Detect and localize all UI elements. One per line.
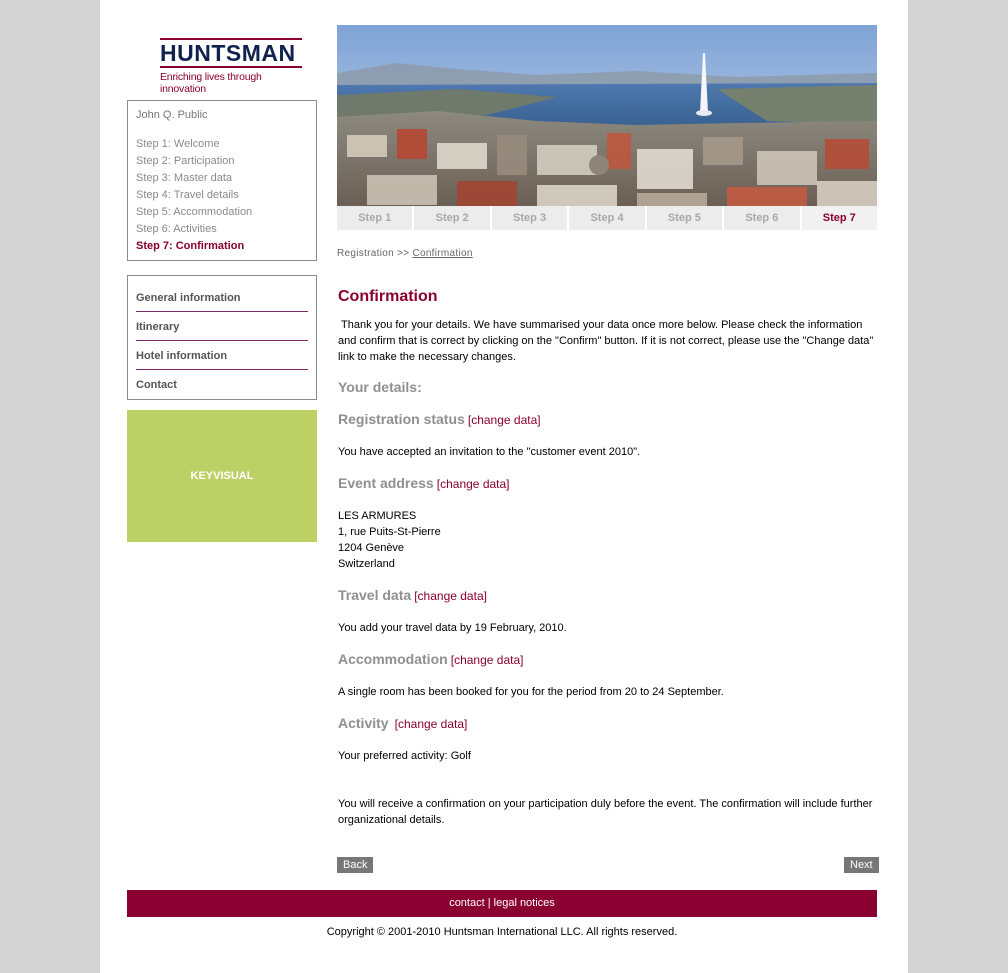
event-address-section [338,475,510,491]
nav-divider [136,369,308,370]
logo-tagline: Enriching lives through innovation [160,71,262,95]
your-details-heading: Your details: [338,379,422,395]
nav-divider [136,311,308,312]
intro-line-3: link to make the necessary changes. [338,351,516,363]
nav-itinerary[interactable]: Itinerary [136,321,180,333]
tab-step-4[interactable]: Step 4 [567,206,644,230]
breadcrumb-root: Registration [337,248,394,259]
next-button[interactable]: Next [844,857,879,873]
travel-data-section [338,587,487,603]
step-link-participation[interactable]: Step 2: Participation [136,155,235,167]
registration-status-section [338,411,541,427]
page [100,0,908,973]
accommodation-text: A single room has been booked for you for the period from 20 to 24 September. [338,686,724,698]
event-address-heading: Event address [338,475,434,491]
intro-line-2: and confirm that is correct by clicking on the "Confirm" button. If it is not correct, please use the "Change data" [338,335,874,347]
step-link-travel-details[interactable]: Step 4: Travel details [136,189,239,201]
travel-data-heading: Travel data [338,587,412,603]
activity-heading: Activity [338,715,389,731]
change-travel-data-link[interactable]: [change data] [414,589,487,603]
logo-wordmark: HUNTSMAN [160,40,296,66]
address-line-4: Switzerland [338,558,395,570]
address-line-2: 1, rue Puits-St-Pierre [338,526,441,538]
step-link-accommodation[interactable]: Step 5: Accommodation [136,206,253,218]
breadcrumb-separator: >> [397,248,410,259]
nav-contact[interactable]: Contact [136,379,177,391]
accommodation-section [338,651,523,667]
info-nav-panel [127,275,317,400]
registration-status-heading: Registration status [338,411,465,427]
nav-general-information[interactable]: General information [136,292,241,304]
change-registration-link[interactable]: [change data] [467,413,541,427]
step-tabs [337,206,877,230]
footer-separator: | [487,897,491,909]
nav-hotel-information[interactable]: Hotel information [136,350,228,362]
activity-text: Your preferred activity: Golf [338,750,471,762]
accommodation-heading: Accommodation [338,651,448,667]
change-activity-link[interactable]: [change data] [394,717,468,731]
registration-status-text: You have accepted an invitation to the "customer event 2010". [338,446,641,458]
step-link-welcome[interactable]: Step 1: Welcome [136,138,220,150]
tab-step-6[interactable]: Step 6 [722,206,799,230]
huntsman-logo[interactable] [160,38,305,95]
keyvisual-placeholder: KEYVISUAL [127,410,317,542]
change-event-address-link[interactable]: [change data] [436,477,510,491]
tab-step-5[interactable]: Step 5 [645,206,722,230]
address-line-1: LES ARMURES [338,510,417,522]
step-link-activities[interactable]: Step 6: Activities [136,223,217,235]
tab-step-1[interactable]: Step 1 [337,206,412,230]
breadcrumb [337,248,473,259]
breadcrumb-current[interactable]: Confirmation [412,248,473,259]
back-button[interactable]: Back [337,857,373,873]
footer-bar [127,890,877,917]
closing-line-2: organizational details. [338,814,445,826]
nav-divider [136,340,308,341]
step-link-master-data[interactable]: Step 3: Master data [136,172,232,184]
step-link-confirmation[interactable]: Step 7: Confirmation [136,240,245,252]
steps-list [136,138,252,257]
footer-contact-link[interactable]: contact [449,897,485,909]
tab-step-7[interactable]: Step 7 [800,206,877,230]
main-content [338,288,878,826]
steps-panel [127,100,317,261]
change-accommodation-link[interactable]: [change data] [450,653,524,667]
activity-section [338,715,467,731]
tab-step-2[interactable]: Step 2 [412,206,489,230]
address-line-3: 1204 Genève [338,542,405,554]
intro-line-1: Thank you for your details. We have summarised your data once more below. Please check the information [341,319,863,331]
page-title: Confirmation [338,288,438,305]
closing-line-1: You will receive a confirmation on your participation duly before the event. The confirmation will include further [338,798,873,810]
geneva-panorama-image [337,25,877,206]
tab-step-3[interactable]: Step 3 [490,206,567,230]
travel-data-text: You add your travel data by 19 February, 2010. [338,622,567,634]
copyright-text: Copyright © 2001-2010 Huntsman International LLC. All rights reserved. [326,926,678,938]
user-name: John Q. Public [136,109,208,121]
footer-legal-notices-link[interactable]: legal notices [493,897,555,909]
logo-bottom-bar [160,66,302,68]
